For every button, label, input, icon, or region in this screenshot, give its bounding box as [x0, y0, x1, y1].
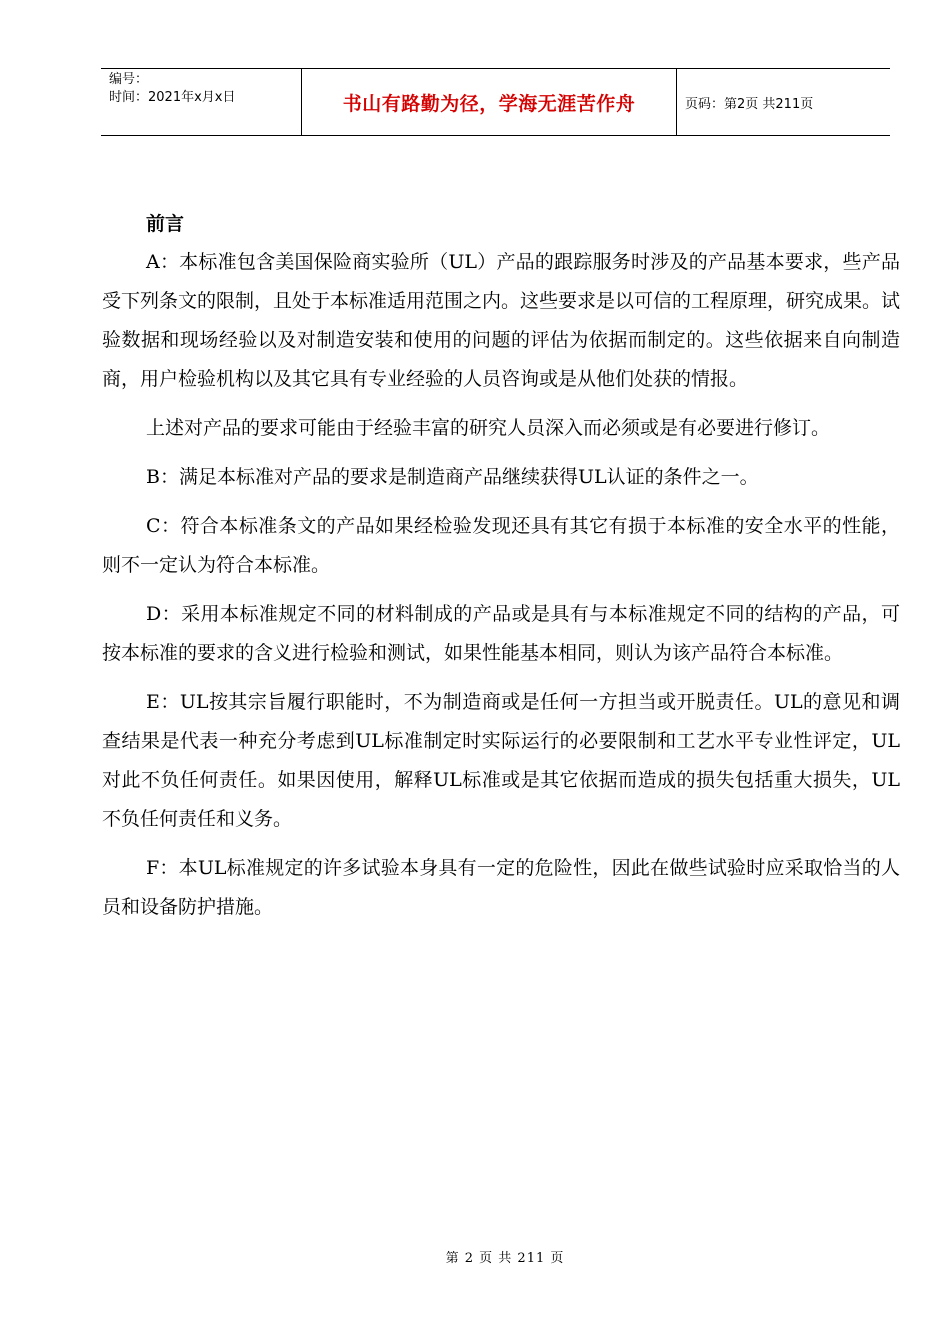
- paragraph-d: D：采用本标准规定不同的材料制成的产品或是具有与本标准规定不同的结构的产品，可按本标准的要求的含义进行检验和测试，如果性能基本相同，则认为该产品符合本标准。: [102, 603, 900, 664]
- paragraph-b: B：满足本标准对产品的要求是制造商产品继续获得UL认证的条件之一。: [146, 466, 759, 488]
- paragraph-a: A：本标准包含美国保险商实验所（UL）产品的跟踪服务时涉及的产品基本要求，些产品受下列条文的限制，且处于本标准适用范围之内。这些要求是以可信的工程原理，研究成果。试验数据和现场经验以及对制造安装和使用的问题的评估为依据而制定的。这些依据来自向制造商，用户检验机构以及其它具有专业经验的人员咨询或是从他们处获的情报。: [102, 251, 901, 390]
- paragraph-e: E：UL按其宗旨履行职能时，不为制造商或是任何一方担当或开脱责任。UL的意见和调查结果是代表一种充分考虑到UL标准制定时实际运行的必要限制和工艺水平专业性评定，UL对此不负任何责任。如果因使用，解释UL标准或是其它依据而造成的损失包括重大损失，UL不负任何责任和义务。: [102, 691, 900, 830]
- header-meta-cell: [101, 69, 302, 135]
- paragraph-c: C：符合本标准条文的产品如果经检验发现还具有其它有损于本标准的安全水平的性能，则不一定认为符合本标准。: [102, 515, 900, 576]
- paragraph-f: F：本UL标准规定的许多试验本身具有一定的危险性，因此在做些试验时应采取恰当的人员和设备防护措施。: [102, 857, 900, 918]
- document-header: [101, 68, 890, 136]
- document-body: [102, 205, 900, 937]
- page-footer: [0, 1247, 950, 1266]
- page-info-cell: [677, 69, 890, 135]
- paragraph-revision: 上述对产品的要求可能由于经验丰富的研究人员深入而必须或是有必要进行修订。: [146, 417, 831, 439]
- number-label: 编号：: [109, 72, 149, 87]
- footer-page-number: 第 2 页 共 211 页: [445, 1251, 565, 1266]
- motto-text: 书山有路勤为径，学海无涯苦作舟: [342, 92, 636, 115]
- section-heading: 前言: [146, 213, 185, 235]
- page-info-text: 页码：第2页 共211页: [685, 96, 814, 112]
- motto-cell: [302, 69, 677, 135]
- date-line: 时间：2021年x月x日: [109, 90, 236, 105]
